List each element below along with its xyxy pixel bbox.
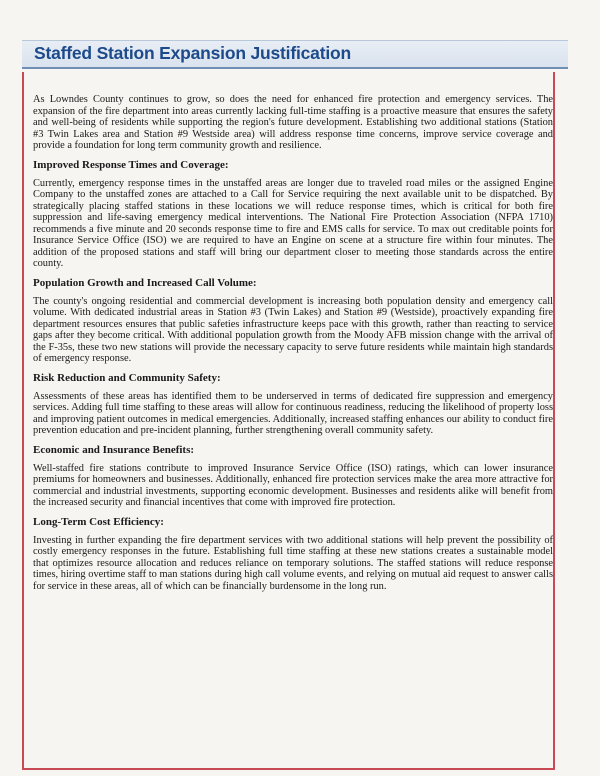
intro-paragraph: As Lowndes County continues to grow, so does the need for enhanced fire protection and emergency services. The expansion of the fire department into areas currently lacking full-time staffing is a proactive measure that ensures the safety and well-being of residents while supporting the region's future development. Establishing two additional stations (Station #3 Twin Lakes area and Station #9 Westside area) will address response time concerns, improve service coverage and provide a foundation for long term community growth and resilience.: [33, 94, 553, 151]
title-bar: [22, 40, 568, 69]
document-body: [33, 94, 553, 599]
section-body-response-times: Currently, emergency response times in the unstaffed areas are longer due to traveled road miles or the assigned Engine Company to the unstaffed zones are attached to a Call for Service requiring the next available unit to be dispatched. By strategically placing staffed stations in these locations we will reduce response times, which is critical for both fire suppression and life-saving emergency medical interventions. The National Fire Protection Association (NFPA 1710) recommends a five minute and 20 seconds response time to fire and EMS calls for service. To max out creditable points for Insurance Service Office (ISO) we are required to have an Engine on scene at a structure fire within four minutes. The addition of the proposed stations and staff will bring our department closer to meeting those standards across the entire county.: [33, 177, 553, 269]
section-body-population-growth: The county's ongoing residential and commercial development is increasing both population density and emergency call volume. With dedicated industrial areas in Station #3 (Twin Lakes) and Station #9 (Westside), proactively expanding fire department resources ensures that public safeties infrastructure keeps pace with this growth, rather than reacting to service gaps after they become critical. With additional population growth from the Moody AFB mission change with the arrival of the F-35s, these two new stations will provide the necessary capacity to serve future residents while maintain high standards of emergency response.: [33, 295, 553, 364]
section-body-risk-reduction: Assessments of these areas has identified them to be underserved in terms of dedicated fire suppression and emergency services. Adding full time staffing to these areas will allow for continuous readiness, reducing the likelihood of property loss and improving patient outcomes in medical emergencies. Additionally, increased staffing enhances our ability to conduct fire prevention education and pre-incident planning, further strengthening overall community safety.: [33, 390, 553, 436]
section-heading-risk-reduction: Risk Reduction and Community Safety:: [33, 371, 221, 384]
section-heading-response-times: Improved Response Times and Coverage:: [33, 158, 229, 171]
section-heading-cost-efficiency: Long-Term Cost Efficiency:: [33, 515, 164, 528]
page-title: Staffed Station Expansion Justification: [34, 43, 351, 63]
section-heading-population-growth: Population Growth and Increased Call Volume:: [33, 276, 257, 289]
section-heading-economic-benefits: Economic and Insurance Benefits:: [33, 443, 195, 456]
section-body-economic-benefits: Well-staffed fire stations contribute to improved Insurance Service Office (ISO) ratings, which can lower insurance premiums for homeowners and businesses. Additionally, enhanced fire protection services make the area more attractive for commercial and industrial investments, supporting economic development. Businesses and residents alike will benefit from the increased security and financial incentives that come with improved fire protection.: [33, 462, 553, 508]
section-body-cost-efficiency: Investing in further expanding the fire department services with two additional stations will help prevent the possibility of costly emergency responses in the future. Establishing full time staffing at these new stations creates a sustainable model that optimizes resource allocation and reduces reliance on temporary solutions. The staffed stations will reduce response times, hiring overtime staff to man stations during high call volume events, and relying on mutual aid request to answer calls for service in these areas, all of which can be financially burdensome in the long run.: [33, 534, 553, 592]
